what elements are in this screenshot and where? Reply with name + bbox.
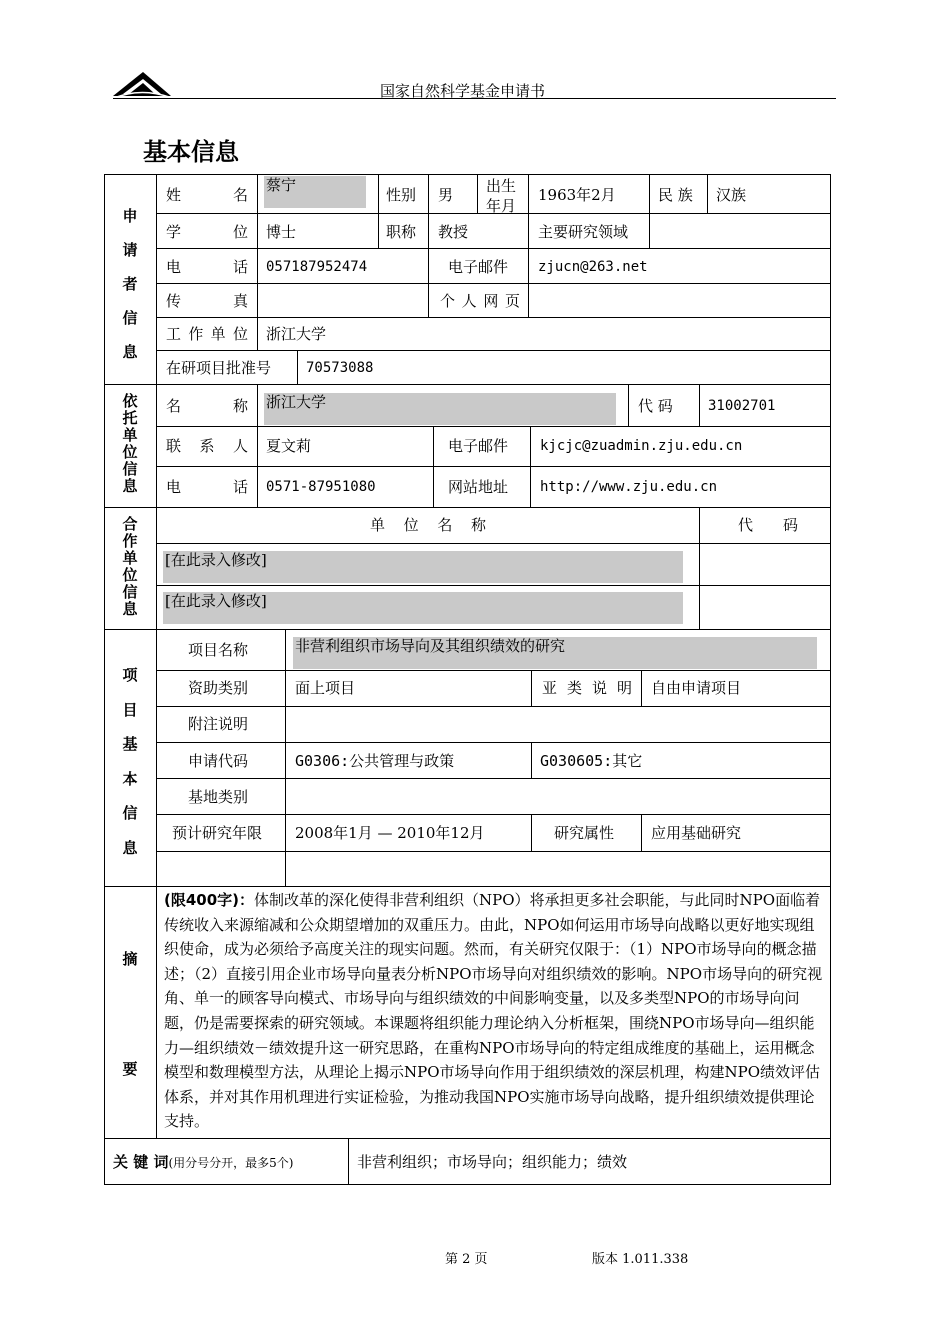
birth-label: 出生年月	[486, 177, 517, 213]
attribute-value: 应用基础研究	[651, 824, 742, 842]
header-title: 国家自然科学基金申请书	[380, 82, 546, 100]
code-label: 申请代码	[188, 752, 249, 770]
host-email-label: 电子邮件	[448, 437, 509, 455]
note-label: 附注说明	[188, 715, 249, 733]
code2-value: G030605:其它	[540, 752, 643, 770]
abstract-limit: (限400字)：	[164, 891, 255, 909]
degree-label: 学 位	[166, 223, 248, 241]
phone-label: 电 话	[166, 258, 248, 276]
attribute-label: 研究属性	[554, 824, 615, 842]
divider	[156, 886, 157, 1138]
abstract-text	[164, 888, 826, 1134]
keywords-value: 非营利组织；市场导向；组织能力；绩效	[357, 1153, 628, 1171]
host-code-label: 代 码	[638, 397, 673, 415]
divider	[104, 886, 831, 887]
host-name-value: 浙江大学	[266, 393, 327, 411]
degree-value: 博士	[266, 223, 297, 241]
divider	[156, 174, 157, 886]
abstract-body: 体制改革的深化使得非营利组织（NPO）将承担更多社会职能，与此同时NPO面临着传统收入来源缩减和公众期望增加的双重压力。由此，NPO如何运用市场导向战略以更好地实现组织使命，成为必须给予高度关注的现实问题。然而，有关研究仅限于：（1）NPO市场导向的概念描述；（2）直接引用企业市场导向量表分析NPO市场导向对组织绩效的影响。NPO市场导向的研究视角、单一的顾客导向模式、市场导向与组织绩效的中间影响变量，以及多类型NPO的市场导向问题，仍是需要探索的研究领域。本课题将组织能力理论纳入分析框架，围绕NPO市场导向—组织能力—组织绩效－绩效提升这一研究思路，在重构NPO市场导向的特定组成维度的基础上，运用概念模型和数理模型方法，从理论上揭示NPO市场导向作用于组织绩效的深层机理，构建NPO绩效评估体系，并对其作用机理进行实证检验，为推动我国NPO实施市场导向战略，提升组织绩效提供理论支持。	[164, 891, 823, 1131]
section-label-host-unit: 依 托 单 位 信 息	[122, 392, 138, 495]
project-name-label: 项目名称	[188, 641, 249, 659]
email-label: 电子邮件	[448, 258, 509, 276]
divider	[104, 629, 831, 630]
host-website-label: 网站地址	[448, 478, 509, 496]
work-unit-value: 浙江大学	[266, 325, 327, 343]
funding-type-value: 面上项目	[295, 679, 356, 697]
section-label-applicant: 申 请 者 信 息	[122, 207, 138, 361]
project-no-value: 70573088	[306, 360, 374, 376]
project-no-label: 在研项目批准号	[166, 359, 272, 377]
cooperating-unit-row[interactable]: [在此录入修改]	[165, 551, 267, 569]
ethnicity-value: 汉族	[716, 186, 747, 204]
host-phone-value: 0571-87951080	[266, 479, 376, 495]
host-phone-label: 电 话	[166, 478, 248, 496]
version-label: 版本 1.011.338	[592, 1252, 689, 1267]
gender-label: 性别	[386, 186, 417, 204]
cooperating-unit-row[interactable]: [在此录入修改]	[165, 592, 267, 610]
section-label-cooperating-unit: 合 作 单 位 信 息	[122, 515, 138, 618]
nsfc-logo-icon	[113, 70, 171, 98]
name-label: 姓 名	[166, 186, 248, 204]
page-number: 第 2 页	[445, 1252, 488, 1267]
keywords-title: 关 键 词	[113, 1153, 169, 1171]
section-label-abstract: 摘 要	[122, 950, 138, 1078]
host-name-label: 名 称	[166, 397, 248, 415]
title-value: 教授	[438, 223, 469, 241]
title-label: 职称	[386, 223, 417, 241]
host-code-value: 31002701	[708, 398, 776, 414]
section-label-project: 项 目 基 本 信 息	[122, 666, 138, 857]
project-name-value: 非营利组织市场导向及其组织绩效的研究	[295, 637, 566, 655]
applicant-name: 蔡宁	[266, 176, 297, 194]
divider	[104, 384, 831, 385]
divider	[104, 507, 831, 508]
fax-label: 传 真	[166, 292, 248, 310]
base-type-label: 基地类别	[188, 788, 249, 806]
phone-value: 057187952474	[266, 259, 368, 275]
unit-name-header: 单 位 名 称	[370, 516, 486, 534]
host-contact-value: 夏文莉	[266, 437, 312, 455]
gender-value: 男	[438, 186, 454, 204]
ethnicity-label: 民 族	[658, 186, 693, 204]
keywords-hint: (用分号分开，最多5个)	[168, 1156, 294, 1170]
subtype-label: 亚 类 说 明	[542, 679, 632, 697]
work-unit-label: 工 作 单 位	[166, 325, 248, 343]
host-contact-label: 联 系 人	[166, 437, 248, 455]
keywords-label	[113, 1152, 293, 1173]
header-rule	[113, 98, 836, 99]
page-title: 基本信息	[143, 138, 239, 166]
code1-value: G0306:公共管理与政策	[295, 752, 455, 770]
host-website-value: http://www.zju.edu.cn	[540, 479, 718, 495]
birth-value: 1963年2月	[538, 186, 616, 204]
homepage-label: 个 人 网 页	[440, 292, 520, 310]
email-value: zjucn@263.net	[538, 259, 648, 275]
period-value: 2008年1月 — 2010年12月	[295, 824, 485, 842]
unit-code-header: 代 码	[738, 516, 799, 534]
divider	[104, 1138, 831, 1139]
host-email-value: kjcjc@zuadmin.zju.edu.cn	[540, 438, 743, 454]
period-label: 预计研究年限	[172, 824, 263, 842]
subtype-value: 自由申请项目	[651, 679, 742, 697]
research-field-label: 主要研究领域	[538, 223, 629, 241]
funding-type-label: 资助类别	[188, 679, 249, 697]
